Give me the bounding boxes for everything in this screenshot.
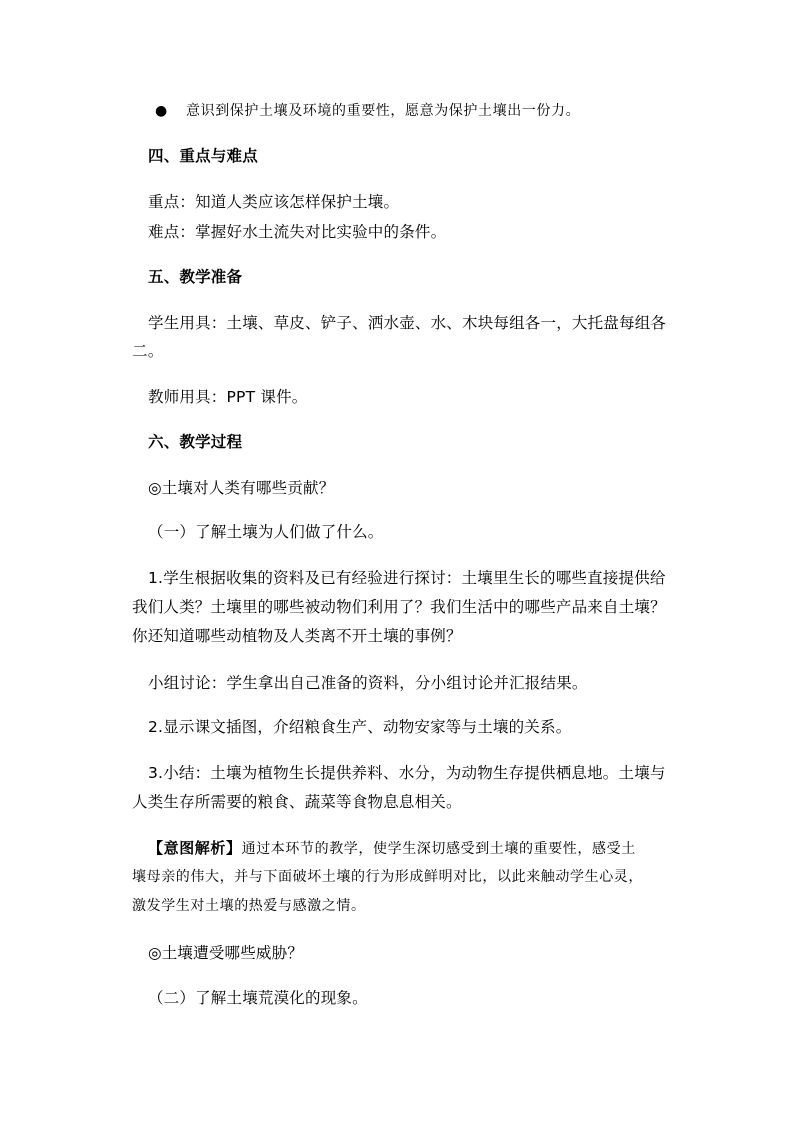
difficult-point-text: 难点：掌握好水土流失对比实验中的条件。: [148, 223, 447, 241]
group-discussion-text: 小组讨论：学生拿出自己准备的资料，分小组讨论并汇报结果。: [148, 674, 588, 692]
item-two-text: 2.显示课文插图，介绍粮食生产、动物安家等与土壤的关系。: [148, 718, 572, 736]
intent-analysis-line1: [148, 838, 636, 859]
question-contribution: ◎土壤对人类有哪些贡献？: [148, 479, 335, 497]
question-threats: ◎土壤遭受哪些威胁？: [148, 944, 304, 962]
item-one-line1: 1.学生根据收集的资料及已有经验进行探讨：土壤里生长的哪些直接提供给: [148, 569, 666, 587]
student-tools-text-line1: 学生用具：土壤、草皮、铲子、洒水壶、水、木块每组各一，大托盘每组各: [148, 314, 667, 332]
intent-analysis-text: 通过本环节的教学，使学生深切感受到土壤的重要性，感受土: [241, 841, 636, 857]
item-one-line2: 我们人类？土壤里的哪些被动物们利用了？我们生活中的哪些产品来自土壤？: [132, 598, 666, 616]
key-point-text: 重点：知道人类应该怎样保护土壤。: [148, 193, 400, 211]
item-one-line3: 你还知道哪些动植物及人类离不开土壤的事例？: [132, 627, 462, 645]
section-one-title: （一）了解土壤为人们做了什么。: [148, 523, 384, 541]
heading-key-points: 四、重点与难点: [148, 147, 258, 165]
section-two-title: （二）了解土壤荒漠化的现象。: [148, 989, 368, 1007]
student-tools-text-line2: 二。: [132, 342, 164, 360]
item-three-line2: 人类生存所需要的粮食、蔬菜等食物息息相关。: [132, 793, 462, 811]
heading-preparation: 五、教学准备: [148, 268, 243, 286]
intent-analysis-label: 【意图解析】: [148, 839, 242, 857]
intent-analysis-line3: 激发学生对土壤的热爱与感激之情。: [132, 898, 366, 914]
teacher-tools-text: 教师用具：PPT 课件。: [148, 388, 308, 406]
bullet-icon: ●: [155, 103, 168, 119]
objective-bullet-text: 意识到保护土壤及环境的重要性，愿意为保护土壤出一份力。: [186, 103, 581, 119]
heading-process: 六、教学过程: [148, 433, 243, 451]
item-three-line1: 3.小结：土壤为植物生长提供养料、水分，为动物生存提供栖息地。土壤与: [148, 764, 666, 782]
intent-analysis-line2: 壤母亲的伟大，并与下面破坏土壤的行为形成鲜明对比，以此来触动学生心灵，: [132, 869, 643, 885]
